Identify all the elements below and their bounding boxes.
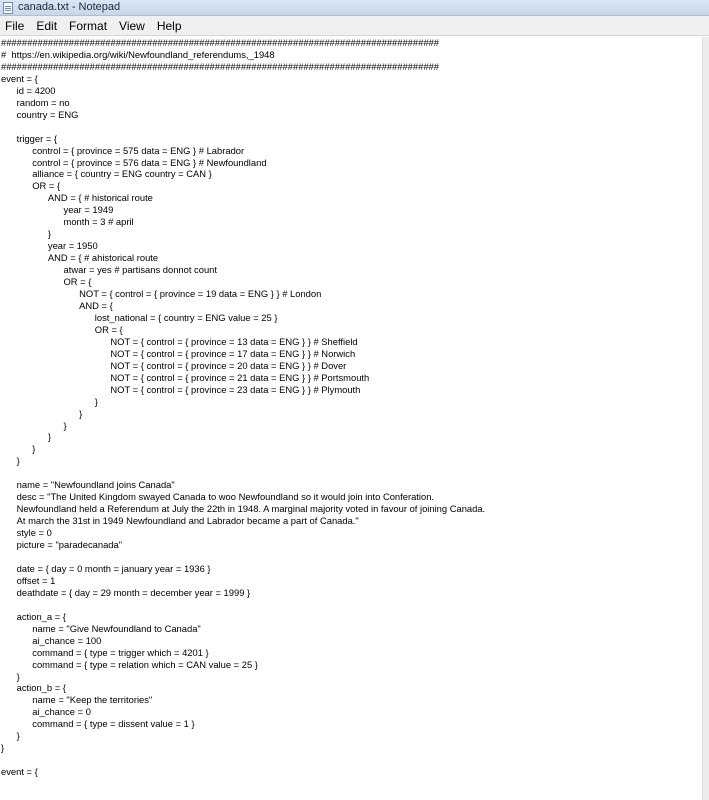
file-content[interactable]: #################################################################################### # https://en.wikipedia.org/wiki/Newfoundland_referendums,_1948 #################################################################################### event = { id = 4200 random = no country = ENG trigger = { control = { province = 575 data = ENG } # Labrador control = { province = 576 data = ENG } # Newfoundland alliance = { country = ENG country = CAN } OR = { AND = { # historical route year = 1949 month = 3 # april } year = 1950 AND = { # ahistorical route atwar = yes # partisans donnot count OR = { NOT = { control = { province = 19 data = ENG } } # London AND = { lost_national = { country = ENG value = 25 } OR = { NOT = { control = { province = 13 data = ENG } } # Sheffield NOT = { control = { province = 17 data = ENG } } # Norwich NOT = { control = { province = 20 data = ENG } } # Dover NOT = { control = { province = 21 data = ENG } } # Portsmouth NOT = { control = { province = 23 data = ENG } } # Plymouth } } } } } } name = "Newfoundland joins Canada" desc = "The United Kingdom swayed Canada to woo Newfoundland so it would join into Conferation. Newfoundland held a Referendum at July the 22th in 1948. A marginal majority voted in favour of joining Canada. At march the 31st in 1949 Newfoundland and Labrador became a part of Canada." style = 0 picture = "paradecanada" date = { day = 0 month = january year = 1936 } offset = 1 deathdate = { day = 29 month = december year = 1999 } action_a = { name = "Give Newfoundland to Canada" ai_chance = 100 command = { type = trigger which = 4201 } command = { type = relation which = CAN value = 25 } } action_b = { name = "Keep the territories" ai_chance = 0 command = { type = dissent value = 1 } } } event = { [1,37,486,778]
menu-edit[interactable]: Edit [36,18,58,33]
menu-view[interactable]: View [119,18,145,33]
text-editor-area[interactable] [0,37,702,800]
menu-help[interactable]: Help [156,18,182,33]
title-bar[interactable] [0,0,709,16]
notepad-icon [3,2,13,14]
menu-file[interactable]: File [5,18,25,33]
menu-format[interactable]: Format [69,18,108,33]
window-title: canada.txt - Notepad [18,1,121,13]
menu-bar [0,16,709,36]
vertical-scrollbar[interactable] [702,37,709,800]
